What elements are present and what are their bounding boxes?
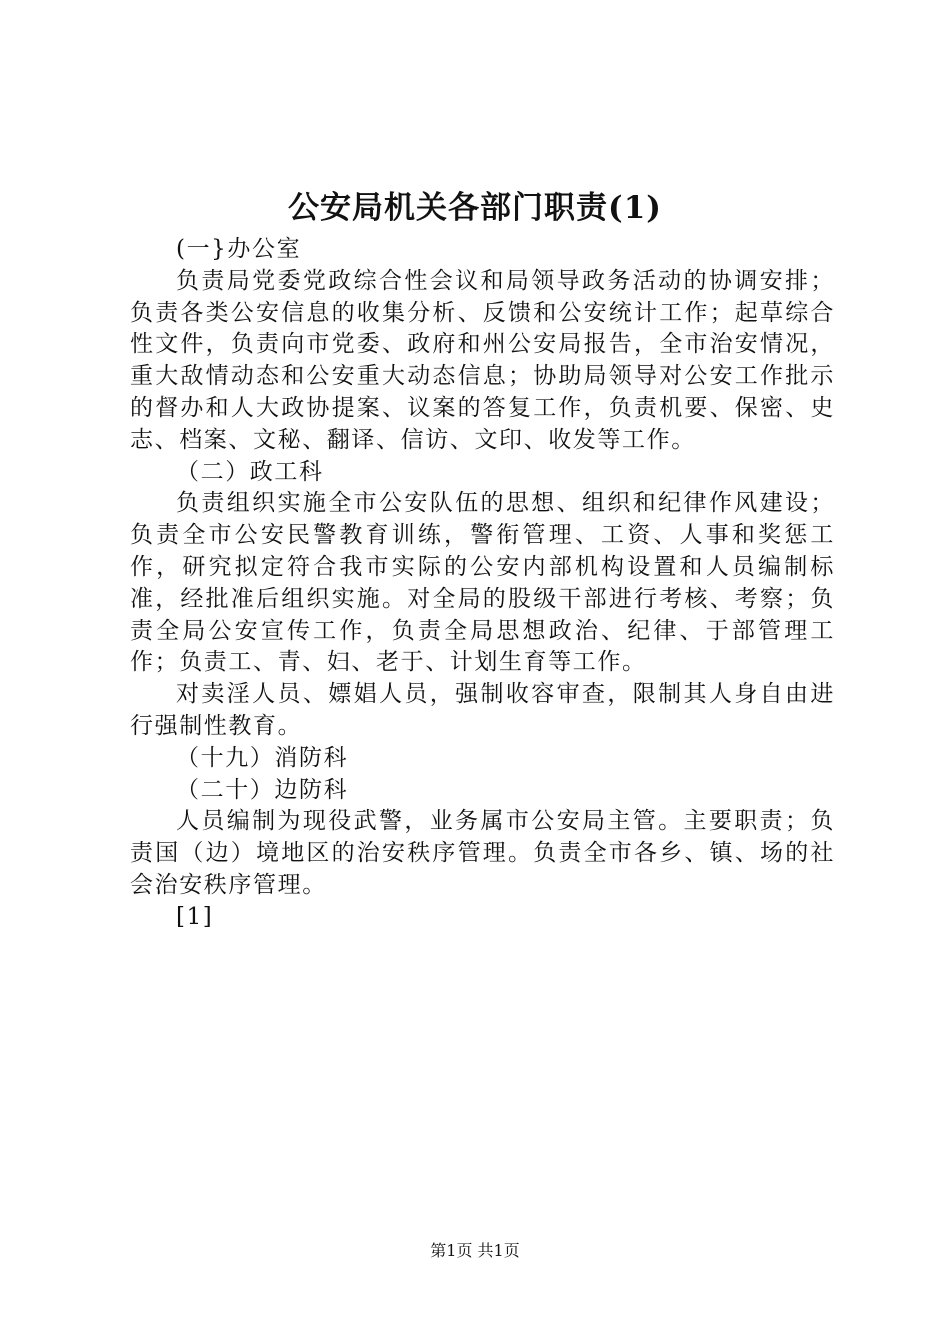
document-title: 公安局机关各部门职责(1) <box>288 190 662 226</box>
section-heading-political-work: （二）政工科 <box>176 458 324 485</box>
document-body <box>130 234 835 934</box>
paragraph-political-work-duties: 负责组织实施全市公安队伍的思想、组织和纪律作风建设；负责全市公安民警教育训练，警衔管理、工资、人事和奖惩工作，研究拟定符合我市实际的公安内部机构设置和人员编制标准，经批准后组织实施。对全局的股级干部进行考核、考察；负责全局公安宣传工作，负责全局思想政治、纪律、于部管理工作；负责工、青、妇、老于、计划生育等工作。 <box>130 490 835 676</box>
section-heading-border-control: （二十）边防科 <box>176 776 349 803</box>
section-heading-office: (一}办公室 <box>176 236 302 262</box>
reference-marker: [1] <box>176 903 214 930</box>
paragraph-office-duties: 负责局党委党政综合性会议和局领导政务活动的协调安排；负责各类公安信息的收集分析、反馈和公安统计工作；起草综合性文件，负责向市党委、政府和州公安局报告，全市治安情况，重大敌情动态和公安重大动态信息；协助局领导对公安工作批示的督办和人大政协提案、议案的答复工作，负责机要、保密、史志、档案、文秘、翻译、信访、文印、收发等工作。 <box>130 267 835 453</box>
section-heading-fire-control: （十九）消防科 <box>176 744 349 771</box>
paragraph-border-control-duties: 人员编制为现役武警，业务属市公安局主管。主要职责；负责国（边）境地区的治安秩序管理。负责全市各乡、镇、场的社会治安秩序管理。 <box>130 808 835 898</box>
page-footer: 第1页 共1页 <box>430 1241 520 1260</box>
paragraph-detention-education: 对卖淫人员、嫖娼人员，强制收容审查，限制其人身自由进行强制性教育。 <box>130 681 835 739</box>
